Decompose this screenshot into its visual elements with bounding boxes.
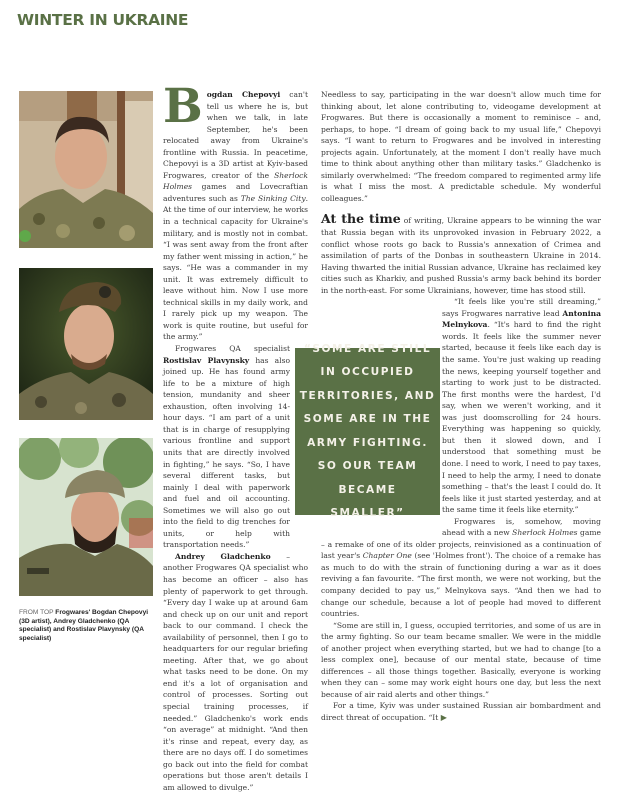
person-name: ogdan Chepovyi <box>206 90 281 99</box>
run-in-heading: At the time <box>321 211 401 227</box>
article-column-1 <box>163 79 309 793</box>
text: games and Lovecraftian adventures such as <box>163 182 308 203</box>
text: can't tell us where he is, but when we talk, in late September, he's been relocated away from Ukraine's frontline with Russia. In peacetime, Chepovyi is a 3D artist at Kyiv-based Frogwares, creator of the <box>163 90 308 180</box>
caption-lead: FROM TOP <box>19 609 54 616</box>
person-name: Antonina Melnykova <box>442 308 601 330</box>
caption-text: Frogwares' Bogdan Chepovyi (3D artist), Andrey Gladchenko (QA specialist) and Rostislav Plavynsky (QA specialist) <box>19 609 149 642</box>
text: Frogwares QA specialist <box>175 344 290 354</box>
page-header: WINTER IN UKRAINE <box>17 11 189 29</box>
person-name: Andrey Gladchenko <box>175 551 271 561</box>
game-title: Sherlock Holmes <box>512 528 578 538</box>
portrait-image <box>19 438 153 596</box>
text: For a time, Kyiv was under sustained Russian air bombardment and direct threat of occupation. “It <box>321 701 601 722</box>
pull-quote-text: “SOME ARE STILL IN OCCUPIED TERRITORIES, AND SOME ARE IN THE ARMY FIGHTING. SO OUR TEAM BECAME SMALLER” <box>299 342 436 519</box>
person-name: Rostislav Plavynsky <box>163 355 250 365</box>
text: (see 'Holmes front'). The choice of a remake has as much to do with the strain of functioning during a war as it does reviving a fan favourite. “The first month, we were not working, but the company decided to pay us,” Melnykova says. “And then we had to change our schedule, because a lot of people had moved to different countries. <box>321 551 601 619</box>
paragraph-rostislav <box>163 343 308 551</box>
rostislav-plavynsky-photo <box>19 268 153 420</box>
portrait-image <box>19 268 153 420</box>
paragraph-at-the-time <box>321 213 601 296</box>
bogdan-chepovyi-photo <box>19 91 153 248</box>
text: has also joined up. He has found army life to be a mixture of high tension, mundanity and sheer exhaustion, often involving 14-hour days. “I am part of a unit that is in charge of resupplying various frontline and support units that are directly involved in fighting,” he says. “So, I have several different tasks, but mainly I deal with paperwork and fuel and oil accounting. Sometimes we will also go out into the field to dig trenches for units, or help with transportation needs.” <box>163 355 290 550</box>
paragraph-team-smaller <box>321 620 601 701</box>
text: “It feels like you're still dreaming,” says Frogwares narrative lead <box>442 297 601 318</box>
text: . At the time of our interview, he works in a technical capacity for Ukraine's military, and is mostly not in combat. “I was sent away from the front after my father went missing in action,” he says. “He was a commander in my unit. It was extremely difficult to leave without him. Now I use more technical skills in my daily work, and I rarely pick up my weapon. The work is quite routine, but useful for the army.” <box>163 193 309 342</box>
paragraph-kyiv <box>321 700 601 723</box>
paragraph-andrey <box>163 551 308 793</box>
column-continuation-spacer: Needless to say, participating in the war doesn't allow much time for thinking about, let alone contributing to, videogame development at Frogwares. But there is occasionally a moment to reminisce – and, perhaps, to hope. “I dream of going back to my usual life,” Chepovyi says. “I want to return to Frogwares and be involved in interesting projects again. Unfortunately, at the moment I don't really have much time to think about anything other than military tasks.” Gladchenko is similarly overwhelmed: “The freedom compared to regimented army life is what I miss the most. A predictable schedule. My wonderful colleagues.” <box>321 90 601 203</box>
drop-cap: B <box>163 79 203 134</box>
text: . “It's hard to find the right words. It feels like the summer never started, because it feels like each day is the same. You're just waking up reading the news, keeping yourself together and starting to work just to be distracted. The first months were the hardest, I'd say, when we weren't working, and it was just doomscrolling for 24 hours. Everything was happening so quickly, but then it slowed down, and I understood that something must be done. I need to work, I need to pay taxes, I need to help the army, I need to donate something – that's the least I could do. It feels like it just started yesterday, and at the same time it feels like eternity.” <box>442 320 601 515</box>
game-title: Chapter One <box>362 551 412 561</box>
paragraph-bogdan <box>163 79 309 343</box>
text: game – a remake of one of its older projects, reinvisioned as a continuation of last year's <box>321 528 602 561</box>
andrey-gladchenko-photo <box>19 438 153 596</box>
photo-caption <box>19 609 155 643</box>
portrait-image <box>19 91 153 248</box>
text: “Some are still in, I guess, occupied territories, and some of us are in the army fighting. So our team became smaller. We were in the middle of another project when everything started, but we had to change [to a less complex one], because of our mental state, because of time differences – all those things together. Basically, everyone is working when they can – some may work eight hours one day, but less the next because of air raid alerts and other things.” <box>321 620 601 699</box>
text: Frogwares is, somehow, moving ahead with a new <box>442 516 601 538</box>
text: of writing, Ukraine appears to be winning the war that Russia began with its unprovoked invasion in February 2022, a conflict whose roots go back to Russia's annexation of Crimea and assimilation of parts of the Donbas in southeastern Ukraine in 2014. Having thwarted the initial Russian advance, Ukraine has reclaimed key cities such as Kharkiv, and pushed Russia's army back behind its border in the north-east. For some Ukrainians, however, time has stood still. <box>321 216 601 295</box>
text: – another Frogwares QA specialist who has become an officer – also has plenty of paperwork to get through. “Every day I wake up at around 6am and check up on our unit and report back to our command. I check the availability of personnel, then I go to headquarters for our regular briefing meeting. After that, we go about what tasks need to be done. On my end it's a lot of organisation and control of processes. Sorting out special training processes, if needed.” Gladchenko's work ends “on average” at midnight. “And then it's rinse and repeat, every day, as there are no days off. I do sometimes go back out into the field for combat operations but those aren't details I am allowed to divulge.” <box>163 551 308 792</box>
continue-arrow-icon: ▶ <box>440 712 447 722</box>
pull-quote <box>295 342 440 519</box>
game-title: Sherlock Holmes <box>163 170 308 192</box>
game-title: The Sinking City <box>240 193 306 203</box>
